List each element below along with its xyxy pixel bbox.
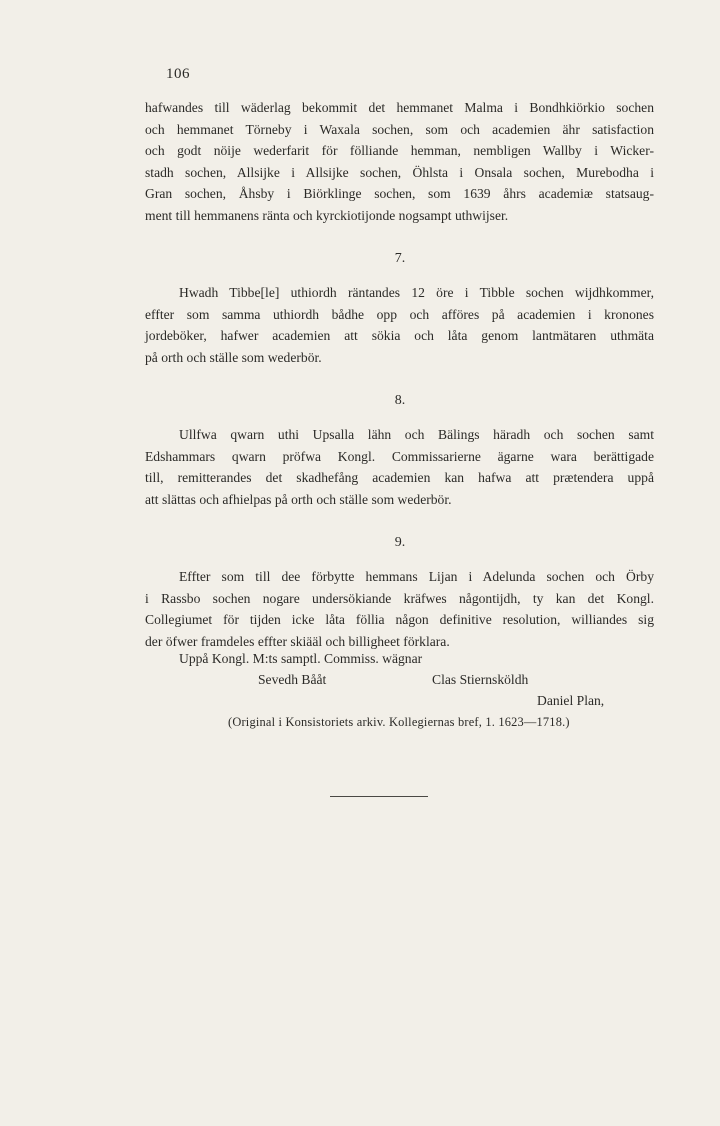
page-number: 106 (166, 66, 190, 82)
section-number-8: 8. (394, 393, 406, 408)
signer-2: Clas Stiernsköldh (432, 672, 529, 687)
divider-rule (330, 796, 428, 797)
text-line: Ullfwa qwarn uthi Upsalla lähn och Bälings häradh och sochen samt (179, 427, 654, 442)
closing-line: Uppå Kongl. M:ts samptl. Commiss. wägnar (179, 651, 423, 666)
section-8-paragraph (145, 424, 654, 510)
text-line: Hwadh Tibbe[le] uthiordh räntandes 12 öre i Tibble sochen wijdhkommer, (179, 285, 654, 300)
text-line: der öfwer framdeles effter skiääl och billigheet förklara. (145, 633, 450, 649)
signer-3: Daniel Plan, (537, 693, 605, 708)
text-line: och godt nöije wederfarit för fölliande hemman, nembligen Wallby i Wicker- (145, 143, 654, 159)
text-line: på orth och ställe som wederbör. (145, 349, 322, 365)
text-line: effter som samma uthiordh bådhe opp och afföres på academien i kronones (145, 306, 654, 322)
intro-paragraph (145, 97, 654, 227)
section-9-paragraph (145, 566, 654, 652)
text-line: Edshammars qwarn pröfwa Kongl. Commissarierne ägarne wara berättigade (145, 448, 654, 464)
text-line: ment till hemmanens ränta och kyrckiotijonde nogsampt uthwijser. (145, 207, 509, 223)
text-line: Collegiumet för tijden icke låta föllia någon definitive resolution, williandes sig (145, 612, 654, 628)
text-line: jordeböker, hafwer academien att sökia och låta genom lantmätaren uthmäta (145, 328, 654, 344)
text-line: stadh sochen, Allsijke i Allsijke sochen, Öhlsta i Onsala sochen, Murebodha i (145, 164, 654, 180)
text-line: hafwandes till wäderlag bekommit det hemmanet Malma i Bondhkiörkio sochen (145, 100, 654, 115)
text-line: i Rassbo sochen nogare undersökiande kräfwes någontijdh, ty kan det Kongl. (145, 590, 654, 606)
text-line: Effter som till dee förbytte hemmans Lijan i Adelunda sochen och Örby (179, 569, 654, 584)
text-line: och hemmanet Törneby i Waxala sochen, som och academien ähr satisfaction (145, 121, 654, 137)
section-number-9: 9. (394, 535, 406, 550)
source-note: (Original i Konsistoriets arkiv. Kollegiernas bref, 1. 1623—1718.) (228, 715, 570, 729)
text-line: till, remitterandes det skadhefång academien kan hafwa att prætendera uppå (145, 470, 654, 486)
section-number-7: 7. (394, 251, 406, 266)
text-line: Gran sochen, Åhsby i Biörklinge sochen, som 1639 åhrs academiæ statsaug- (145, 186, 654, 202)
section-7-paragraph (145, 282, 654, 368)
text-line: att slättas och afhielpas på orth och ställe som wederbör. (145, 491, 452, 507)
signer-1: Sevedh Bååt (258, 672, 327, 687)
